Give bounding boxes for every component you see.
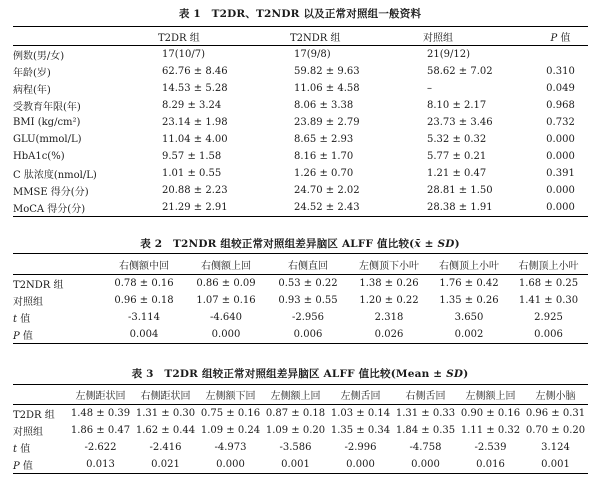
- table2-cell: 1.35 ± 0.26: [439, 295, 499, 306]
- table1-header-3: 对照组: [423, 27, 533, 46]
- table1-header-row: [13, 27, 588, 46]
- table3-cell: 1.86 ± 0.47: [70, 425, 131, 436]
- table1-row: [13, 165, 588, 182]
- table3-cell: -2.539: [474, 442, 507, 453]
- table1-cell: 8.16 ± 1.70: [294, 151, 354, 162]
- table2-caption-main: 表 2 T2NDR 组较正常对照组差异脑区 ALFF 值比较(: [140, 238, 415, 250]
- table2-caption: [0, 236, 600, 251]
- table3-cell: 0.75 ± 0.16: [200, 408, 261, 419]
- table1: [13, 26, 588, 217]
- table1-cell: 5.77 ± 0.21: [427, 151, 487, 162]
- table1-cell: 24.52 ± 2.43: [290, 199, 423, 217]
- table1-cell: 9.57 ± 1.58: [162, 151, 222, 162]
- table1-cell: 62.76 ± 8.46: [162, 66, 228, 77]
- table1-row-label: BMI (kg/cm²): [13, 117, 81, 128]
- table1-cell: 8.65 ± 2.93: [294, 134, 354, 145]
- table2-caption-stat: x̄ ± SD: [414, 238, 455, 250]
- table1-row: [13, 182, 588, 199]
- table1-row-label: HbA1c(%): [13, 151, 65, 162]
- table1-cell: 21(9/12): [427, 49, 470, 60]
- table1-caption: 表 1 T2DR、T2NDR 以及正常对照组一般资料: [178, 8, 422, 20]
- table2-cell: 1.76 ± 0.42: [439, 278, 499, 289]
- table3-row-label: 对照组: [13, 427, 43, 438]
- table3-caption-end: ): [463, 368, 469, 380]
- table2-cell: 0.000: [185, 326, 267, 344]
- table2-cell: 0.93 ± 0.55: [278, 295, 338, 306]
- table3-cell: 1.48 ± 0.39: [70, 408, 131, 419]
- table3-cell: 0.90 ± 0.16: [460, 408, 521, 419]
- table1-cell: 1.26 ± 0.70: [294, 168, 354, 179]
- table1-row-label: 年龄(岁): [13, 68, 51, 79]
- table1-cell: 59.82 ± 9.63: [294, 66, 360, 77]
- table3-header-row: [13, 385, 588, 405]
- table1-row: [13, 46, 588, 64]
- table2-header-4: 左侧顶下小叶: [349, 254, 429, 275]
- table1-cell: 0.000: [546, 185, 575, 196]
- table3-header-4: 左侧额上回: [263, 385, 328, 405]
- table1-cell: 8.29 ± 3.24: [162, 100, 222, 111]
- table1-cell: 1.21 ± 0.47: [427, 168, 487, 179]
- table2-cell: 0.96 ± 0.18: [114, 295, 174, 306]
- table1-cell: 23.73 ± 3.46: [427, 117, 493, 128]
- table1-cell: 0.310: [546, 66, 575, 77]
- table3-header-1: 左侧距状回: [68, 385, 133, 405]
- table1-row-label: GLU(mmol/L): [13, 134, 82, 145]
- table2-cell: 1.68 ± 0.25: [518, 278, 579, 289]
- table2-row-label: 对照组: [13, 297, 43, 308]
- table3-header-5: 左侧舌回: [328, 385, 393, 405]
- table2-row: [13, 309, 588, 326]
- table3-cell: 0.000: [198, 456, 263, 474]
- table3-row: [13, 405, 588, 423]
- table3-cell: 0.001: [523, 456, 588, 474]
- table3-header-2: 右侧距状回: [133, 385, 198, 405]
- table1-cell: 8.06 ± 3.38: [294, 100, 354, 111]
- table2-cell: 0.006: [509, 326, 588, 344]
- table1-cell: 0.000: [546, 134, 575, 145]
- table1-row-label: 受教育年限(年): [13, 102, 81, 113]
- table3-cell: -2.622: [84, 442, 117, 453]
- table2-cell: -4.640: [209, 312, 242, 323]
- table1-cell: 0.049: [546, 83, 575, 94]
- table3-cell: 1.35 ± 0.34: [330, 425, 391, 436]
- table1-cell: 28.38 ± 1.91: [423, 199, 533, 217]
- table2-cell: 0.78 ± 0.16: [114, 278, 174, 289]
- table1-cell: 0.000: [546, 151, 575, 162]
- table3-cell: 1.09 ± 0.20: [265, 425, 326, 436]
- table1-cell: 0.000: [533, 199, 588, 217]
- table2-row: [13, 275, 588, 293]
- table2-row-label: t 值: [13, 314, 31, 325]
- table2-cell: 0.006: [267, 326, 349, 344]
- table1-cell: 0.968: [546, 100, 575, 111]
- table2-cell: 0.004: [103, 326, 185, 344]
- table3-cell: 3.124: [541, 442, 570, 453]
- table2-cell: -3.114: [127, 312, 160, 323]
- table1-row-label: 例数(男/女): [13, 51, 65, 62]
- table1-cell: 17(9/8): [294, 49, 331, 60]
- table1-cell: 23.14 ± 1.98: [162, 117, 228, 128]
- table1-cell: [533, 46, 588, 64]
- table3-header-6: 右侧舌回: [393, 385, 458, 405]
- table1-row: [13, 97, 588, 114]
- table2-cell: -2.956: [291, 312, 324, 323]
- table1-row: [13, 80, 588, 97]
- table1-cell: 8.10 ± 2.17: [427, 100, 487, 111]
- table3-row: [13, 456, 588, 474]
- table3-header-7: 左侧额上回: [458, 385, 523, 405]
- table2-cell: 0.026: [349, 326, 429, 344]
- table1-cell: 11.06 ± 4.58: [294, 83, 360, 94]
- table1-cell: 14.53 ± 5.28: [162, 83, 228, 94]
- table2-cell: 2.318: [374, 312, 404, 323]
- table1-header-2: T2NDR 组: [290, 27, 423, 46]
- table2-cell: 2.925: [534, 312, 563, 323]
- table2-row: [13, 292, 588, 309]
- table1-row: [13, 131, 588, 148]
- table3-header-3: 左侧额下回: [198, 385, 263, 405]
- table3-cell: 0.87 ± 0.18: [265, 408, 326, 419]
- table2-header-3: 右侧直回: [267, 254, 349, 275]
- table3-cell: -2.416: [149, 442, 182, 453]
- table3-cell: 0.70 ± 0.20: [525, 425, 586, 436]
- table2-header-row: [13, 254, 588, 275]
- table2-header-5: 右侧顶上小叶: [429, 254, 509, 275]
- table1-row: [13, 114, 588, 131]
- table1-cell: 28.81 ± 1.50: [427, 185, 493, 196]
- table3-row-label: P 值: [13, 456, 68, 474]
- table1-row-label: C 肽浓度(nmol/L): [13, 170, 97, 181]
- table1-cell: 21.29 ± 2.91: [158, 199, 290, 217]
- table3-cell: 1.31 ± 0.33: [395, 408, 456, 419]
- table3-cell: 0.016: [458, 456, 523, 474]
- table3-row: [13, 422, 588, 439]
- table3-row-label: T2DR 组: [13, 410, 55, 421]
- table2-header-0: [13, 254, 103, 275]
- table2-header-2: 右侧额上回: [185, 254, 267, 275]
- table2-row-label: T2NDR 组: [13, 280, 64, 291]
- table1-row-label: MMSE 得分(分): [13, 187, 89, 198]
- table1-row: [13, 148, 588, 165]
- table3-row-label: t 值: [13, 444, 31, 455]
- table3-cell: 1.31 ± 0.30: [135, 408, 196, 419]
- table3-caption: [0, 366, 600, 381]
- table3-cell: 0.021: [133, 456, 198, 474]
- table1-row-label: 病程(年): [13, 85, 51, 96]
- table1-row: [13, 63, 588, 80]
- table1-cell: 1.01 ± 0.55: [162, 168, 222, 179]
- table2-cell: 0.53 ± 0.22: [278, 278, 338, 289]
- table3-cell: 0.000: [393, 456, 458, 474]
- table3-cell: 0.96 ± 0.31: [525, 408, 586, 419]
- table2-cell: 1.38 ± 0.26: [359, 278, 419, 289]
- table1-cell: 0.732: [546, 117, 575, 128]
- table2-cell: 1.20 ± 0.22: [359, 295, 419, 306]
- table2-row: [13, 326, 588, 344]
- table1-cell: 0.391: [546, 168, 575, 179]
- table3: [13, 384, 588, 474]
- table1-row: [13, 199, 588, 217]
- table2-cell: 0.86 ± 0.09: [196, 278, 256, 289]
- table2-header-1: 右侧额中回: [103, 254, 185, 275]
- table1-cell: 11.04 ± 4.00: [162, 134, 228, 145]
- table3-cell: 1.11 ± 0.32: [460, 425, 521, 436]
- table1-cell: 20.88 ± 2.23: [162, 185, 228, 196]
- table3-cell: 1.09 ± 0.24: [200, 425, 261, 436]
- table1-cell: 24.70 ± 2.02: [294, 185, 360, 196]
- table3-cell: 0.001: [263, 456, 328, 474]
- table2-cell: 0.002: [429, 326, 509, 344]
- table3-row: [13, 439, 588, 456]
- table3-cell: -4.758: [409, 442, 442, 453]
- table3-cell: -2.996: [344, 442, 377, 453]
- table1-cell: 23.89 ± 2.79: [294, 117, 360, 128]
- table3-caption-main: 表 3 T2DR 组较正常对照组差异脑区 ALFF 值比较(Mean ±: [131, 368, 447, 380]
- table3-cell: 0.013: [68, 456, 133, 474]
- table1-cell: –: [427, 83, 432, 94]
- table3-cell: -4.973: [214, 442, 247, 453]
- table2-row-label: P 值: [13, 326, 103, 344]
- table1-cell: 58.62 ± 7.02: [427, 66, 493, 77]
- table3-cell: 0.000: [328, 456, 393, 474]
- table1-cell: 17(10/7): [162, 49, 205, 60]
- table2: [13, 253, 588, 344]
- table2-caption-end: ): [454, 238, 460, 250]
- table3-cell: 1.03 ± 0.14: [330, 408, 391, 419]
- table3-caption-stat: SD: [446, 368, 464, 380]
- table2-cell: 1.07 ± 0.16: [196, 295, 256, 306]
- table2-cell: 1.41 ± 0.30: [518, 295, 579, 306]
- table3-cell: 1.62 ± 0.44: [135, 425, 196, 436]
- table3-header-8: 左侧小脑: [523, 385, 588, 405]
- table3-header-0: [13, 385, 68, 405]
- table1-cell: 5.32 ± 0.32: [427, 134, 487, 145]
- table3-cell: -3.586: [279, 442, 312, 453]
- table2-cell: 3.650: [454, 312, 484, 323]
- table1-header-1: T2DR 组: [158, 27, 290, 46]
- table1-header-0: [13, 27, 158, 46]
- table1-row-label: MoCA 得分(分): [13, 199, 158, 217]
- table3-cell: 1.84 ± 0.35: [395, 425, 456, 436]
- table2-header-6: 右侧顶上小叶: [509, 254, 588, 275]
- table1-header-4: P 值: [533, 27, 588, 46]
